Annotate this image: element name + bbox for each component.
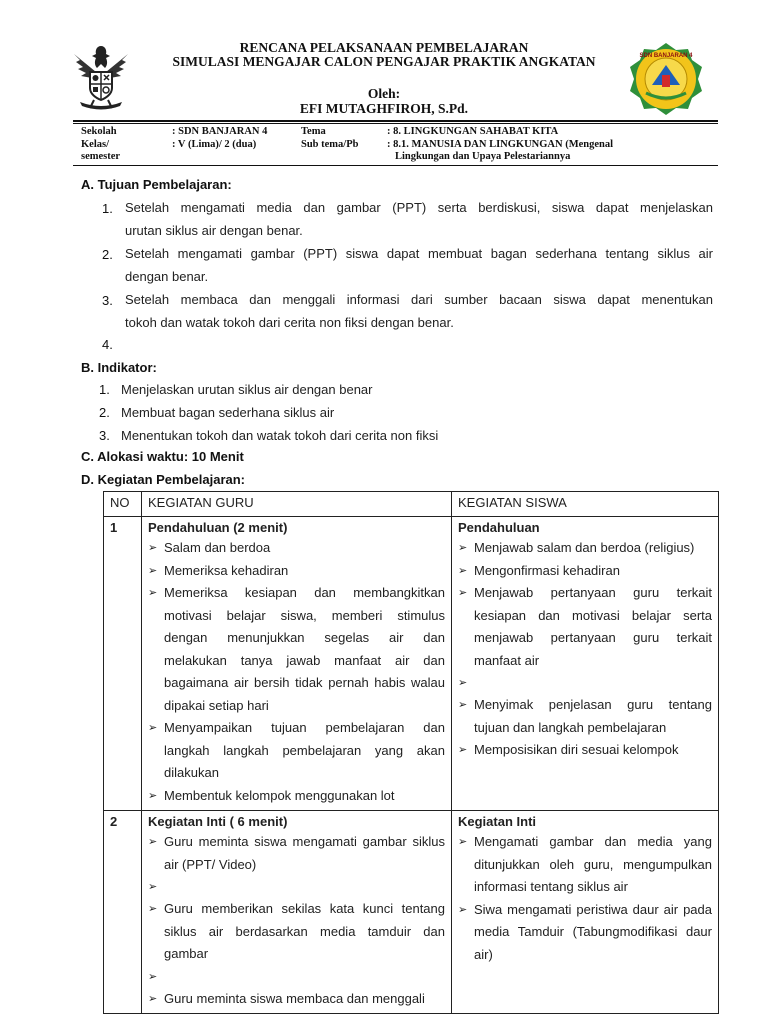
indikator-2-num: 2. <box>99 405 110 420</box>
table-row <box>104 811 719 1014</box>
tujuan-1 <box>125 196 713 242</box>
row-1-no: 1 <box>104 517 142 811</box>
row-2-siswa <box>452 811 719 1014</box>
table-row <box>104 517 719 811</box>
list-item: ➢ Mengonfirmasi kehadiran <box>458 560 712 583</box>
tujuan-2-line1: Setelah mengamati gambar (PPT) siswa dapat membuat bagan sederhana tentang siklus air <box>125 246 713 261</box>
tema-value: : 8. LINGKUNGAN SAHABAT KITA <box>387 126 559 137</box>
sekolah-value: : SDN BANJARAN 4 <box>172 126 268 137</box>
tujuan-1-num: 1. <box>102 201 113 216</box>
header-kegiatan-guru: KEGIATAN GURU <box>142 492 452 517</box>
list-item: ➢ Memposisikan diri sesuai kelompok <box>458 739 712 762</box>
document-title: RENCANA PELAKSANAAN PEMBELAJARAN <box>239 40 529 55</box>
indikator-1-num: 1. <box>99 382 110 397</box>
semester-label: semester <box>81 151 121 162</box>
row-1-guru <box>142 517 452 811</box>
indikator-3-num: 3. <box>99 428 110 443</box>
list-spacer <box>148 876 445 898</box>
kegiatan-table <box>103 491 719 1014</box>
header-rule-top-thin <box>73 123 718 124</box>
section-indikator-heading: B. Indikator: <box>81 360 157 375</box>
row-2-siswa-title: Kegiatan Inti <box>458 814 537 829</box>
row-2-guru <box>142 811 452 1014</box>
subtema-value: : 8.1. MANUSIA DAN LINGKUNGAN (Mengenal <box>387 139 614 150</box>
kelas-value: : V (Lima)/ 2 (dua) <box>172 139 257 150</box>
tujuan-2 <box>125 242 713 288</box>
row-2-guru-title: Kegiatan Inti ( 6 menit) <box>148 814 288 829</box>
tujuan-3-num: 3. <box>102 293 113 308</box>
header-kegiatan-siswa: KEGIATAN SISWA <box>452 492 719 517</box>
list-item: ➢ Menyimak penjelasan guru tentang tujuan dan langkah pembelajaran <box>458 694 712 739</box>
row-2-no: 2 <box>104 811 142 1014</box>
tujuan-3-line1: Setelah membaca dan menggali informasi dari sumber bacaan siswa dapat menentukan <box>125 292 713 307</box>
school-logo-text: SDN BANJARAN 4 <box>639 53 693 59</box>
list-item: ➢ Memeriksa kehadiran <box>148 560 445 583</box>
tujuan-1-line1: Setelah mengamati media dan gambar (PPT) serta berdiskusi, siswa dapat menjelaskan <box>125 200 713 215</box>
kelas-label: Kelas/ <box>81 139 109 150</box>
oleh-label: Oleh: <box>367 86 401 101</box>
list-item: ➢ Guru meminta siswa membaca dan menggali <box>148 988 445 1011</box>
row-1-siswa <box>452 517 719 811</box>
section-alokasi-heading: C. Alokasi waktu: 10 Menit <box>81 449 244 464</box>
tujuan-2-num: 2. <box>102 247 113 262</box>
tujuan-3 <box>125 288 713 334</box>
header-rule-top <box>73 120 718 122</box>
indikator-1: Menjelaskan urutan siklus air dengan benar <box>121 382 373 397</box>
document-subtitle: SIMULASI MENGAJAR CALON PENGAJAR PRAKTIK ANGKATAN <box>172 54 596 69</box>
list-item: ➢ Membentuk kelompok menggunakan lot <box>148 785 445 808</box>
section-tujuan-heading: A. Tujuan Pembelajaran: <box>81 177 232 192</box>
list-item: ➢ Guru memberikan sekilas kata kunci tentang siklus air berdasarkan media tamduir dan gambar <box>148 898 445 966</box>
list-spacer <box>458 672 712 694</box>
list-item: ➢ Guru meminta siswa mengamati gambar siklus air (PPT/ Video) <box>148 831 445 876</box>
tujuan-3-line2: tokoh dan watak tokoh dari cerita non fiksi dengan benar. <box>125 315 454 330</box>
tujuan-2-line2: dengan benar. <box>125 269 209 284</box>
subtema-label: Sub tema/Pb <box>301 139 359 150</box>
list-item: ➢ Memeriksa kesiapan dan membangkitkan motivasi belajar siswa, memberi stimulus dengan menunjukkan segelas air dan melakukan tanya jawab manfaat air dan bagaimana air bersih tidak pernah habis walau dipakai setiap hari <box>148 582 445 717</box>
header-rule-bottom <box>73 165 718 166</box>
list-spacer <box>148 966 445 988</box>
list-item: ➢ Siwa mengamati peristiwa daur air pada media Tamduir (Tabungmodifikasi daur air) <box>458 899 712 967</box>
row-1-siswa-title: Pendahuluan <box>458 520 540 535</box>
list-item: ➢ Menyampaikan tujuan pembelajaran dan langkah langkah pembelajaran yang akan dilakukan <box>148 717 445 785</box>
subtema-value-cont: Lingkungan dan Upaya Pelestariannya <box>395 151 571 162</box>
table-header-row <box>104 492 719 517</box>
indikator-2: Membuat bagan sederhana siklus air <box>121 405 335 420</box>
list-item: ➢ Mengamati gambar dan media yang ditunjukkan oleh guru, mengumpulkan informasi tentang siklus air <box>458 831 712 899</box>
list-item: ➢ Menjawab salam dan berdoa (religius) <box>458 537 712 560</box>
indikator-3: Menentukan tokoh dan watak tokoh dari cerita non fiksi <box>121 428 439 443</box>
list-item: ➢ Menjawab pertanyaan guru terkait kesiapan dan motivasi belajar serta menjawab pertanyaan guru terkait manfaat air <box>458 582 712 672</box>
tema-label: Tema <box>301 126 326 137</box>
tujuan-4-num: 4. <box>102 337 113 352</box>
header-no: NO <box>104 492 142 517</box>
tujuan-1-line2: urutan siklus air dengan benar. <box>125 223 303 238</box>
list-item: ➢ Salam dan berdoa <box>148 537 445 560</box>
author-name: EFI MUTAGHFIROH, S.Pd. <box>299 101 469 116</box>
section-kegiatan-heading: D. Kegiatan Pembelajaran: <box>81 472 245 487</box>
row-1-guru-title: Pendahuluan (2 menit) <box>148 520 288 535</box>
sekolah-label: Sekolah <box>81 126 117 137</box>
